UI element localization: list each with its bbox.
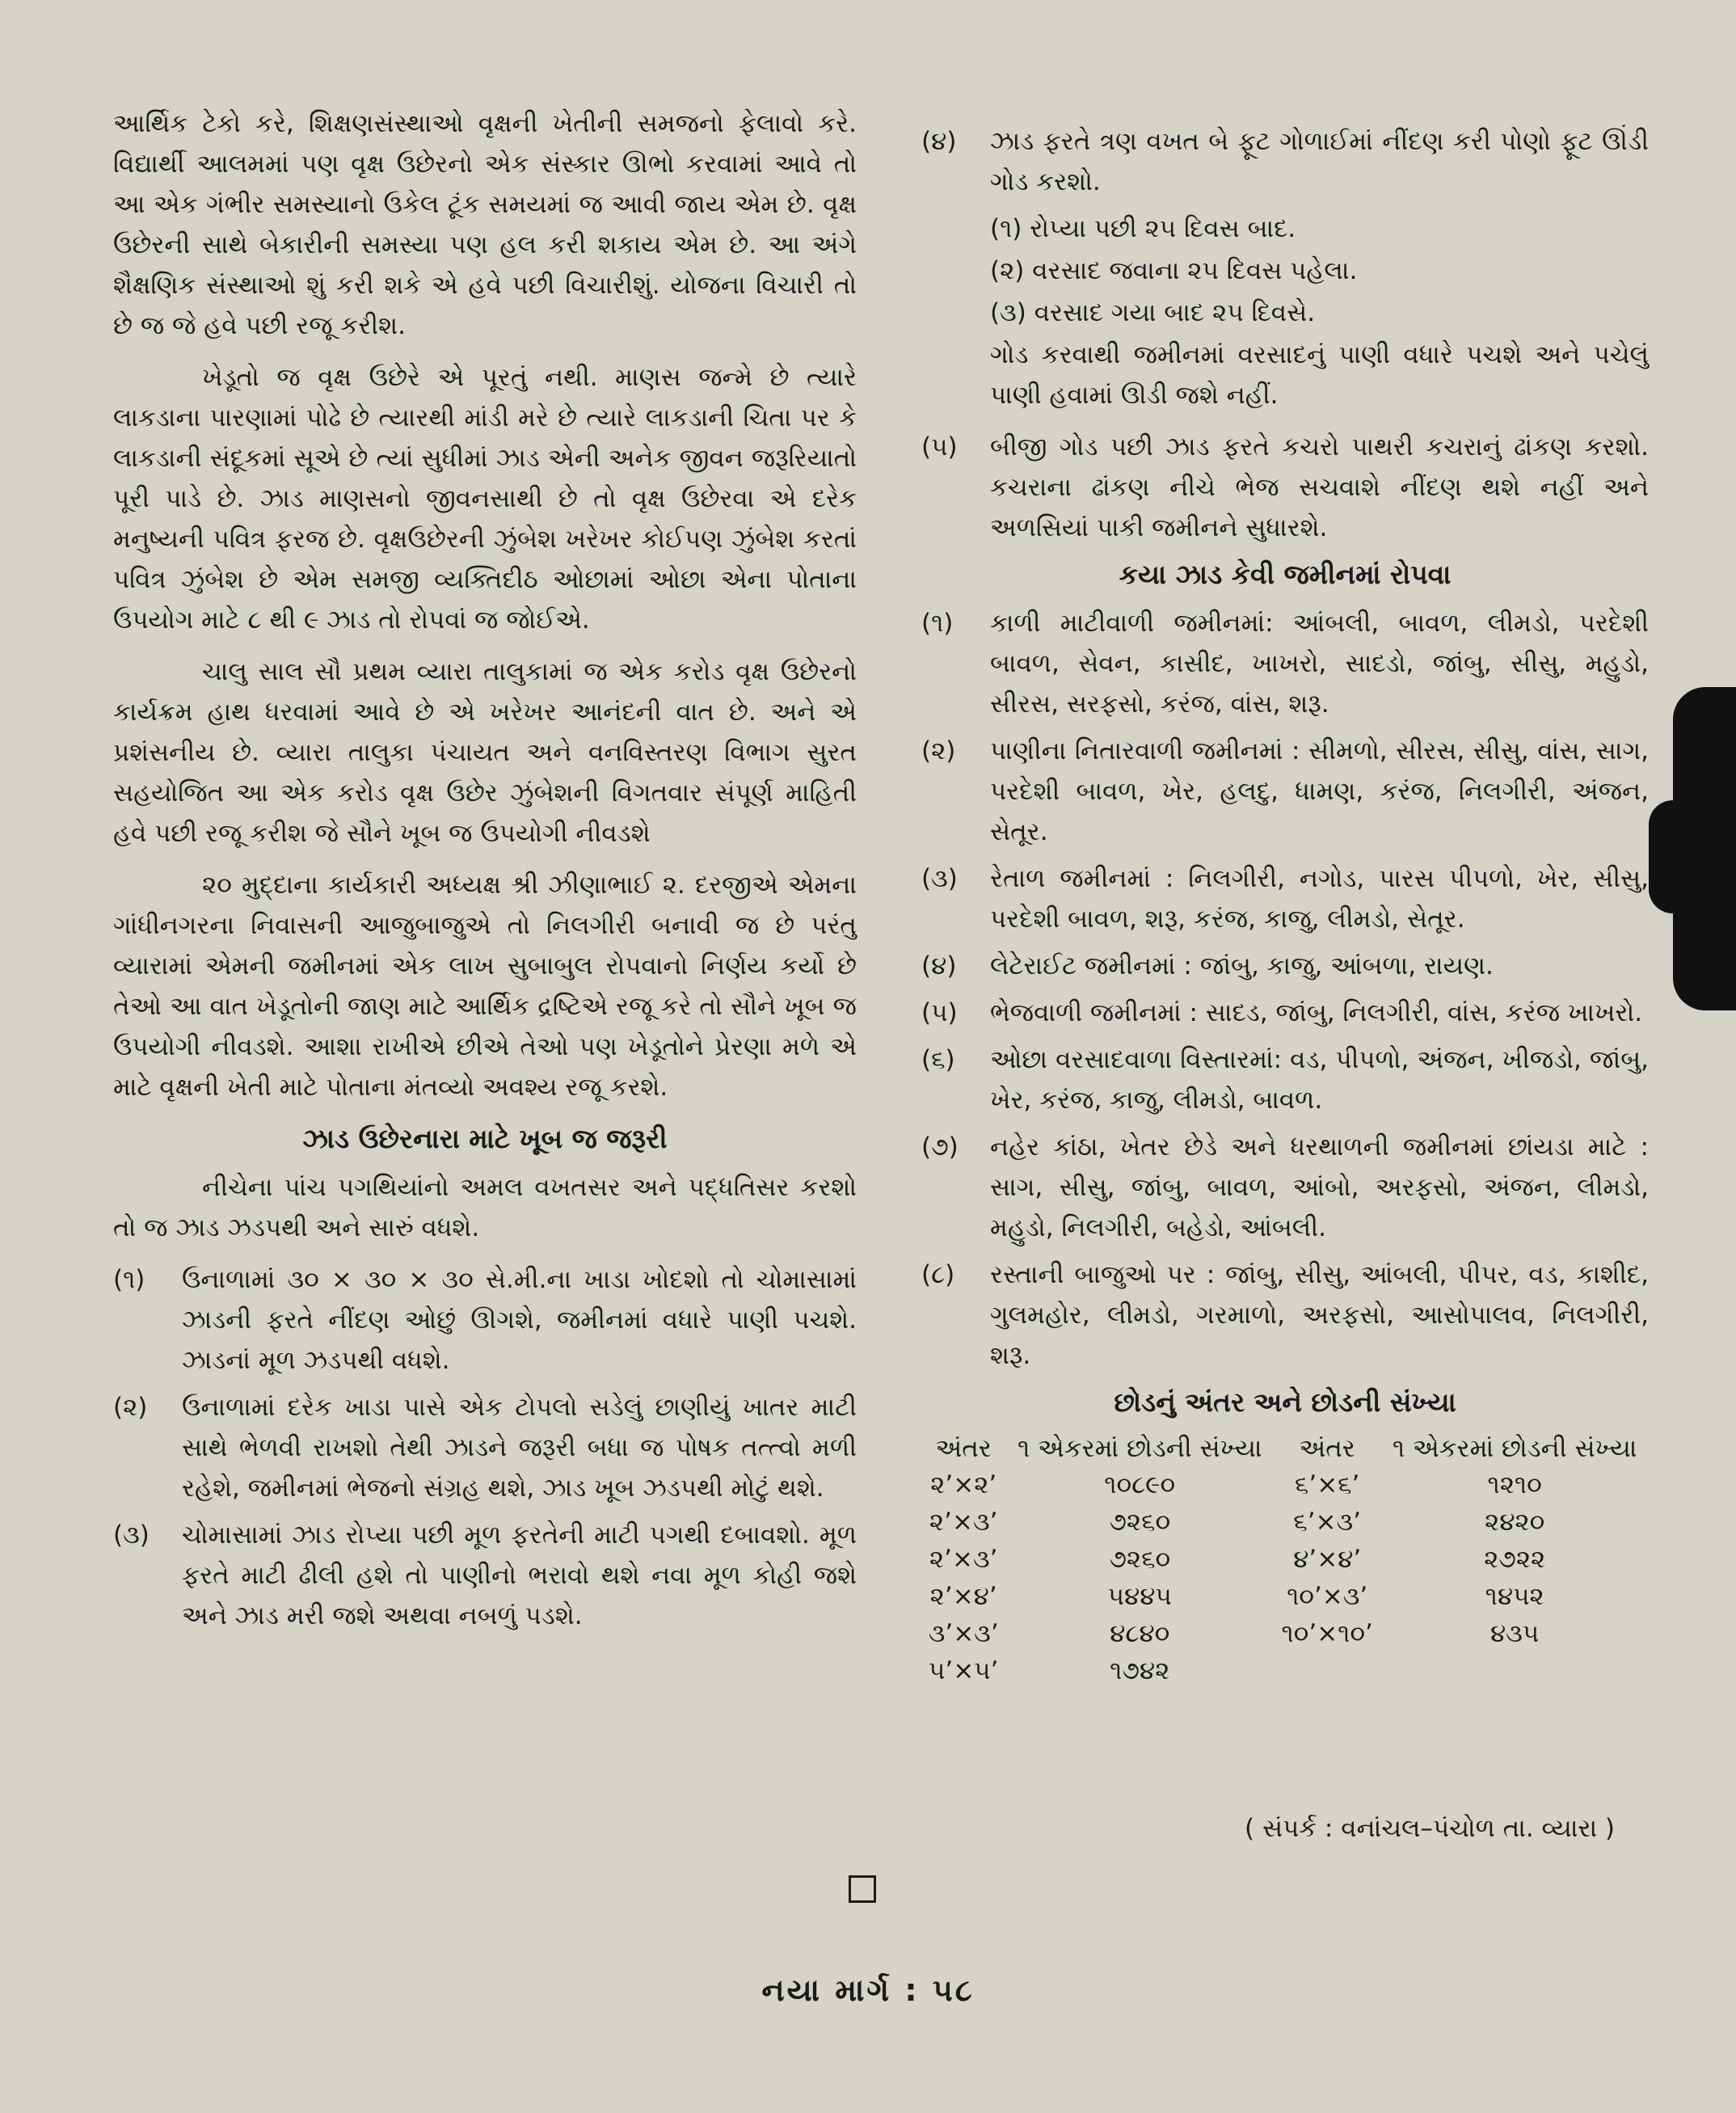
step-item (921, 121, 1649, 202)
table-cell: ૬’×૩’ (1293, 1508, 1362, 1537)
step-item (921, 427, 1649, 548)
table-cell: ૨૭૨૨ (1484, 1545, 1546, 1574)
soil-text: રસ્તાની બાજુઓ પર : જાંબુ, સીસુ, આંબલી, પીપર, વડ, કાશીદ, ગુલમહોર, લીમડો, ગરમાળો, અરફસો, આસોપાલવ, નિલગીરી, શરૂ. (990, 1260, 1649, 1370)
table-row (921, 1615, 1649, 1652)
step-text: બીજી ગોડ પછી ઝાડ ફરતે કચરો પાથરી કચરાનું ઢાંકણ કરશો. કચરાના ઢાંકણ નીચે ભેજ સચવાશે નીંદણ થશે નહીં અને અળસિયાં પાકી જમીનને સુધારશે. (990, 432, 1649, 542)
soil-number: (૭) (921, 1132, 959, 1162)
schedule-item: (૨) વરસાદ જવાના ૨૫ દિવસ પહેલા. (990, 256, 1358, 285)
soil-number: (૫) (921, 998, 958, 1027)
table-row (921, 1466, 1649, 1504)
table-cell (1274, 1652, 1380, 1689)
table-cell: ૭૨૬૦ (1109, 1545, 1171, 1574)
soil-text: નહેર કાંઠા, ખેતર છેડે અને ધરથાળની જમીનમાં છાંયડા માટે : સાગ, સીસુ, જાંબુ, બાવળ, આંબો, અરફસો, અંજન, લીમડો, મહુડો, નિલગીરી, બહેડો, આંબલી. (990, 1132, 1649, 1242)
weeding-schedule (921, 209, 1649, 333)
section-heading-care: ઝાડ ઉછેરનારા માટે ખૂબ જ જરૂરી (302, 1123, 668, 1154)
table-cell: ૧૪૫૨ (1485, 1582, 1544, 1611)
table-row (921, 1541, 1649, 1578)
table-cell: ૨’×૩’ (929, 1545, 998, 1574)
right-column (921, 121, 1649, 1689)
step-item (113, 1259, 857, 1381)
spacing-table (921, 1431, 1649, 1689)
table-cell: ૪’×૪’ (1293, 1545, 1362, 1574)
table-cell: ૧૦’×૧૦’ (1281, 1619, 1373, 1648)
soil-number: (૩) (921, 864, 958, 893)
schedule-item: (૩) વરસાદ ગયા બાદ ૨૫ દિવસે. (990, 298, 1316, 327)
soil-item (921, 946, 1649, 986)
soil-text: પાણીના નિતારવાળી જમીનમાં : સીમળો, સીરસ, સીસુ, વાંસ, સાગ, પરદેશી બાવળ, ખેર, હલદુ, ધામણ, કરંજ, નિલગીરી, અંજન, સેતૂર. (990, 736, 1649, 846)
soil-text: લેટેરાઈટ જમીનમાં : જાંબુ, કાજુ, આંબળા, રાયણ. (990, 951, 1494, 981)
step-number: (૫) (921, 432, 958, 462)
soil-item (921, 993, 1649, 1033)
ink-damage-mark (1649, 800, 1697, 913)
step-item (113, 1387, 857, 1508)
column-header: ૧ એકરમાં છોડની સંખ્યા (1392, 1434, 1637, 1463)
table-cell: ૫’×૫’ (928, 1656, 999, 1685)
table-cell: ૧૦૮૯૦ (1104, 1470, 1176, 1499)
table-cell: ૭૨૬૦ (1109, 1508, 1171, 1537)
table-heading: છોડનું અંતર અને છોડની સંખ્યા (1114, 1386, 1456, 1418)
soil-number: (૪) (921, 951, 957, 981)
step-text: ઉનાળામાં દરેક ખાડા પાસે એક ટોપલો સડેલું છાણીયું ખાતર માટી સાથે ભેળવી રાખશો તેથી ઝાડને જરૂરી બધા જ પોષક તત્ત્વો મળી રહેશે, જમીનમાં ભેજનો સંગ્રહ થશે, ઝાડ ખૂબ ઝડપથી મોટું થશે. (182, 1393, 857, 1503)
paragraph-4: ૨૦ મુદ્દાના કાર્યકારી અધ્યક્ષ શ્રી ઝીણાભાઈ ૨. દરજીએ એમના ગાંધીનગરના નિવાસની આજુબાજુએ તો નિલગીરી બનાવી જ છે પરંતુ વ્યારામાં એમની જમીનમાં એક લાખ સુબાબુલ રોપવાનો નિર્ણય કર્યો છે તેઓ આ વાત ખેડૂતોની જાણ માટે આર્થિક દ્રષ્ટિએ રજૂ કરે તો સૌને ખૂબ જ ઉપયોગી નીવડશે. આશા રાખીએ છીએ તેઓ પણ ખેડૂતોને પ્રેરણા મળે એ માટે વૃક્ષની ખેતી માટે પોતાના મંતવ્યો અવશ્ય રજૂ કરશે. (113, 871, 857, 1102)
soil-text: ઓછા વરસાદવાળા વિસ્તારમાં: વડ, પીપળો, અંજન, ખીજડો, જાંબુ, ખેર, કરંજ, કાજુ, લીમડો, બાવળ. (990, 1045, 1649, 1115)
table-cell: ૧૭૪૨ (1110, 1656, 1170, 1685)
soil-number: (૮) (921, 1260, 955, 1289)
table-header-row (921, 1431, 1649, 1466)
table-cell: ૨’×૩’ (929, 1508, 998, 1537)
step-4-note: ગોડ કરવાથી જમીનમાં વરસાદનું પાણી વધારે પચશે અને પચેલું પાણી હવામાં ઊડી જશે નહીં. (990, 340, 1649, 410)
table-cell: ૨’×૨’ (930, 1470, 997, 1499)
table-cell: ૪૩૫ (1490, 1619, 1540, 1648)
soil-item (921, 1255, 1649, 1376)
soil-text: ભેજવાળી જમીનમાં : સાદડ, જાંબુ, નિલગીરી, વાંસ, કરંજ ખાખરો. (990, 998, 1643, 1027)
step-text: ઉનાળામાં ૩૦ × ૩૦ × ૩૦ સે.મી.ના ખાડા ખોદશો તો ચોમાસામાં ઝાડની ફરતે નીંદણ ઓછું ઊગશે, જમીનમાં વધારે પાણી પચશે. ઝાડનાં મૂળ ઝડપથી વધશે. (182, 1265, 857, 1375)
step-number: (૧) (113, 1265, 145, 1294)
soil-item (921, 1127, 1649, 1248)
table-cell: ૪૮૪૦ (1110, 1619, 1170, 1648)
contact-line: ( સંપર્ક : વનાંચલ–પંચોળ તા. વ્યારા ) (1245, 1814, 1615, 1843)
soil-item (921, 731, 1649, 852)
table-row (921, 1504, 1649, 1541)
soil-item (921, 1040, 1649, 1120)
soil-item (921, 603, 1649, 724)
table-cell: ૬’×૬’ (1294, 1470, 1360, 1499)
paragraph-2: ખેડૂતો જ વૃક્ષ ઉછેરે એ પૂરતું નથી. માણસ જન્મે છે ત્યારે લાકડાના પારણામાં પોઢે છે ત્યારથી માંડી મરે છે ત્યારે લાકડાની ચિતા પર કે લાકડાની સંદૂકમાં સૂએ છે ત્યાં સુધીમાં ઝાડ એની અનેક જીવન જરૂરિયાતો પૂરી પાડે છે. ઝાડ માણસનો જીવનસાથી છે તો વૃક્ષ ઉછેરવા એ દરેક મનુષ્યની પવિત્ર ફરજ છે. વૃક્ષઉછેરની ઝુંબેશ ખરેખર કોઈપણ ઝુંબેશ કરતાં પવિત્ર ઝુંબેશ છે એમ સમજી વ્યક્તિદીઠ ઓછામાં ઓછા એના પોતાના ઉપયોગ માટે ૮ થી ૯ ઝાડ તો રોપવાં જ જોઈએ. (113, 363, 857, 635)
schedule-item: (૧) રોપ્યા પછી ૨૫ દિવસ બાદ. (990, 214, 1296, 243)
table-row (921, 1578, 1649, 1615)
page-footer: નયા માર્ગ : ૫૮ (761, 1972, 975, 2008)
section-heading-soil: કયા ઝાડ કેવી જમીનમાં રોપવા (1119, 559, 1452, 590)
step-number: (૨) (113, 1393, 148, 1422)
table-cell: ૨’×૪’ (929, 1582, 997, 1611)
step-number: (૩) (113, 1520, 150, 1550)
column-header: અંતર (1299, 1434, 1355, 1463)
step-item (113, 1515, 857, 1636)
soil-text: રેતાળ જમીનમાં : નિલગીરી, નગોડ, પારસ પીપળો, ખેર, સીસુ, પરદેશી બાવળ, શરૂ, કરંજ, કાજુ, લીમડો, સેતૂર. (990, 864, 1649, 934)
column-header: ૧ એકરમાં છોડની સંખ્યા (1017, 1434, 1262, 1463)
table-cell: ૧૦’×૩’ (1287, 1582, 1368, 1611)
table-cell: ૫૪૪૫ (1107, 1582, 1172, 1611)
step-number: (૪) (921, 127, 957, 156)
soil-number: (૧) (921, 609, 954, 638)
paragraph-3: ચાલુ સાલ સૌ પ્રથમ વ્યારા તાલુકામાં જ એક કરોડ વૃક્ષ ઉછેરનો કાર્યક્રમ હાથ ધરવામાં આવે છે એ ખરેખર આનંદની વાત છે. અને એ પ્રશંસનીય છે. વ્યારા તાલુકા પંચાયત અને વનવિસ્તરણ વિભાગ સુરત સહયોજિત આ એક કરોડ વૃક્ષ ઉછેર ઝુંબેશની વિગતવાર સંપૂર્ણ માહિતી હવે પછી રજૂ કરીશ જે સૌને ખૂબ જ ઉપયોગી નીવડશે (113, 657, 857, 848)
soil-text: કાળી માટીવાળી જમીનમાં: આંબલી, બાવળ, લીમડો, પરદેશી બાવળ, સેવન, કાસીદ, ખાખરો, સાદડો, જાંબુ, સીસુ, મહુડો, સીરસ, સરફસો, કરંજ, વાંસ, શરૂ. (990, 609, 1649, 719)
table-cell: ૩’×૩’ (928, 1619, 999, 1648)
end-of-article-box (849, 1875, 876, 1903)
soil-item (921, 858, 1649, 939)
soil-number: (૨) (921, 736, 956, 765)
soil-number: (૬) (921, 1045, 955, 1074)
step-text: ઝાડ ફરતે ત્રણ વખત બે ફૂટ ગોળાઈમાં નીંદણ કરી પોણો ફૂટ ઊંડી ગોડ કરશો. (990, 127, 1649, 196)
paragraph-5: નીચેના પાંચ પગથિયાંનો અમલ વખતસર અને પદ્ધતિસર કરશો તો જ ઝાડ ઝડપથી અને સારું વધશે. (113, 1173, 857, 1242)
table-row (921, 1652, 1649, 1689)
left-column (113, 103, 857, 1643)
table-cell: ૧૨૧૦ (1487, 1470, 1542, 1499)
step-text: ચોમાસામાં ઝાડ રોપ્યા પછી મૂળ ફરતેની માટી પગથી દબાવશો. મૂળ ફરતે માટી ઢીલી હશે તો પાણીનો ભરાવો થશે નવા મૂળ કોહી જશે અને ઝાડ મરી જશે અથવા નબળું પડશે. (182, 1520, 857, 1630)
table-cell: ૨૪૨૦ (1485, 1508, 1545, 1537)
column-header: અંતર (935, 1434, 992, 1463)
table-cell (1380, 1652, 1649, 1689)
paragraph-1: આર્થિક ટેકો કરે, શિક્ષણસંસ્થાઓ વૃક્ષની ખેતીની સમજનો ફેલાવો કરે. વિદ્યાર્થી આલમમાં પણ વૃક્ષ ઉછેરનો એક સંસ્કાર ઊભો કરવામાં આવે તો આ એક ગંભીર સમસ્યાનો ઉકેલ ટૂંક સમયમાં જ આવી જાય એમ છે. વૃક્ષ ઉછેરની સાથે બેકારીની સમસ્યા પણ હલ કરી શકાય એમ છે. આ અંગે શૈક્ષણિક સંસ્થાઓ શું કરી શકે એ હવે પછી વિચારીશું. યોજના વિચારી તો છે જ જે હવે પછી રજૂ કરીશ. (113, 109, 857, 340)
